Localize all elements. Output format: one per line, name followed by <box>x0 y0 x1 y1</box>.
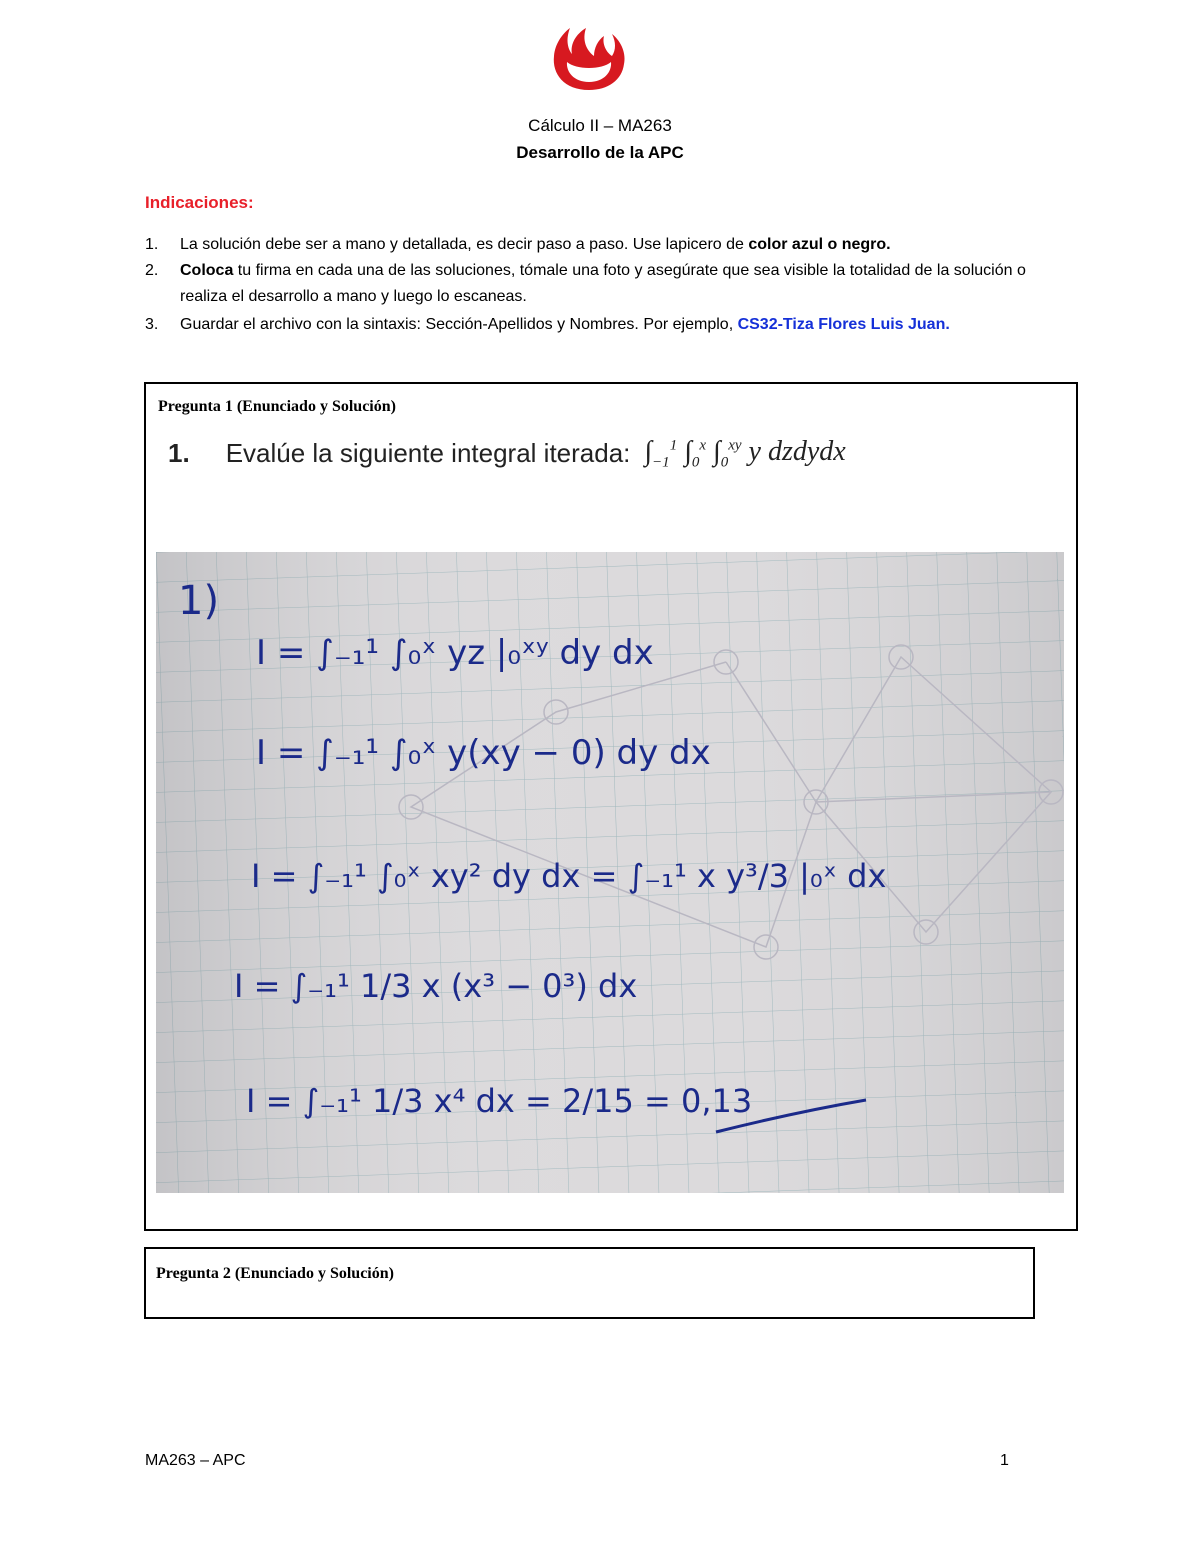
integrand: y dzdydx <box>748 436 846 467</box>
instruction-number: 2. <box>145 262 159 279</box>
solution-step-3: I = ∫₋₁¹ ∫₀ˣ xy² dy dx = ∫₋₁¹ x y³/3 |₀ˣ dx <box>251 857 887 895</box>
course-title: Cálculo II – MA263 <box>528 116 672 135</box>
instruction-bold-text: Coloca <box>180 262 234 279</box>
instruction-text: La solución debe ser a mano y detallada, es decir paso a paso. Use lapicero de <box>180 236 749 253</box>
question-1-statement <box>168 436 846 472</box>
solution-step-4: I = ∫₋₁¹ 1/3 x (x³ − 0³) dx <box>234 967 638 1005</box>
int2-upper: x <box>699 437 707 454</box>
footer-course: MA263 – APC <box>145 1452 246 1469</box>
graph-paper-background <box>156 552 1064 1193</box>
instruction-number: 1. <box>145 236 159 253</box>
int3-upper: xy <box>728 437 742 454</box>
instruction-text: tu firma en cada una de las soluciones, tómale una foto y asegúrate que sea visible la totalidad de la solución o realiza el desarrollo a mano y luego lo escaneas. <box>180 262 1026 305</box>
question-1-box <box>144 382 1078 1231</box>
instruction-item <box>145 258 1070 310</box>
integral-formula: $\int_{-1}^1$ $\int_0^x$ $\int_0^{xy}$ y dzdydx <box>644 436 846 471</box>
instruction-bold-text: color azul o negro. <box>748 236 891 253</box>
instruction-text: Guardar el archivo con la sintaxis: Sección-Apellidos y Nombres. Por ejemplo, <box>180 316 738 333</box>
int1-upper: 1 <box>669 437 678 454</box>
solution-step-5: I = ∫₋₁¹ 1/3 x⁴ dx = 2/15 = 0,13 <box>246 1082 753 1120</box>
solution-step-1: I = ∫₋₁¹ ∫₀ˣ yz |₀ˣʸ dy dx <box>256 633 654 673</box>
int3-lower: 0 <box>720 454 729 471</box>
document-subtitle: Desarrollo de la APC <box>516 143 684 162</box>
question-text: Evalúe la siguiente integral iterada: <box>225 438 631 469</box>
instruction-item <box>145 232 1070 258</box>
int1-lower: −1 <box>652 454 670 471</box>
upc-logo-icon <box>550 22 628 92</box>
instructions-list <box>145 232 1070 338</box>
instruction-number: 3. <box>145 316 159 333</box>
filename-example: CS32-Tiza Flores Luis Juan. <box>737 316 950 333</box>
question-number: 1. <box>168 438 190 469</box>
question-1-label: Pregunta 1 (Enunciado y Solución) <box>158 398 396 415</box>
instructions-heading: Indicaciones: <box>145 193 254 212</box>
question-2-box <box>144 1247 1035 1319</box>
solution-step-2: I = ∫₋₁¹ ∫₀ˣ y(xy − 0) dy dx <box>256 733 711 773</box>
instruction-item <box>145 312 1070 338</box>
int2-lower: 0 <box>691 454 700 471</box>
page-number: 1 <box>1000 1452 1009 1469</box>
question-2-label: Pregunta 2 (Enunciado y Solución) <box>156 1265 394 1282</box>
problem-tag: 1) <box>178 578 220 624</box>
handwritten-solution-photo <box>156 552 1064 1193</box>
